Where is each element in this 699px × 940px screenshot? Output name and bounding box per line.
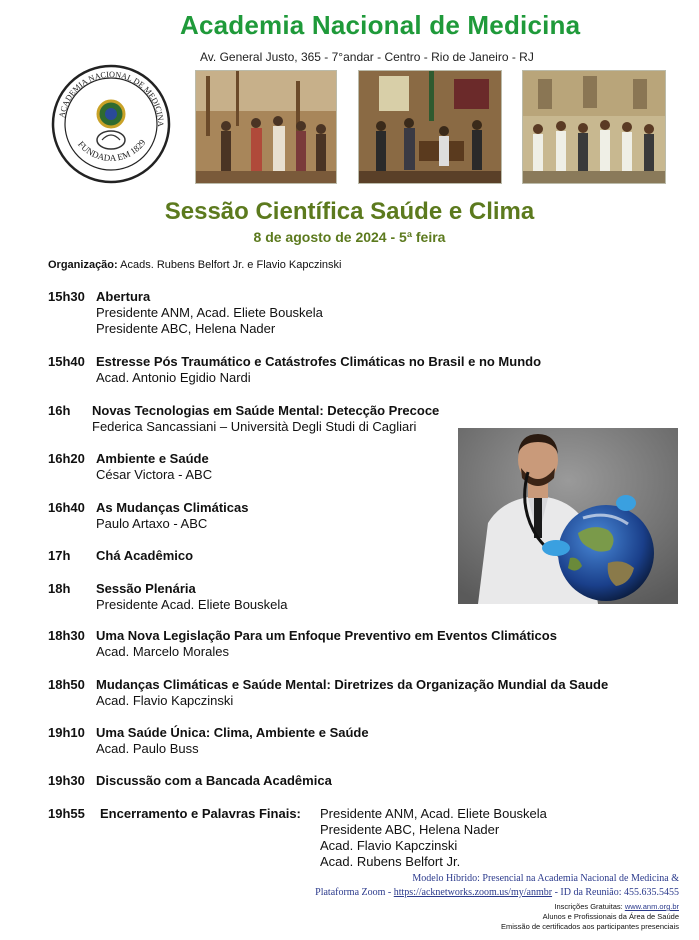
certificates-line: Emissão de certificados aos participantes presenciais [500,922,679,931]
schedule-speaker: Presidente ABC, Helena Nader [320,822,500,837]
hybrid-line-2 [315,886,679,900]
doctor-with-earth-image [458,428,678,604]
zoom-link[interactable]: https://acknetworks.zoom.us/my/anmbr [393,887,553,898]
schedule-speaker: Federica Sancassiani – Università Degli Studi di Cagliari [92,419,417,434]
schedule-time: 16h40 [48,500,85,515]
schedule-speaker: Acad. Flavio Kapczinski [320,838,458,853]
schedule-title: Sessão Plenária [96,581,196,596]
registration-label: Inscrições Gratuitas: [554,902,625,911]
organization-names: Acads. Rubens Belfort Jr. e Flavio Kapczinski [120,259,342,271]
schedule-time: 17h [48,548,71,563]
schedule-time: 18h30 [48,628,85,643]
historical-painting-3 [522,70,666,184]
session-title: Sessão Científica Saúde e Clima [164,198,535,225]
svg-text:ACADEMIA NACIONAL DE MEDICINA: ACADEMIA NACIONAL DE MEDICINA [57,69,166,127]
schedule-time: 15h40 [48,354,85,369]
schedule-title: Mudanças Climáticas e Saúde Mental: Diretrizes da Organização Mundial da Saude [96,677,609,692]
organization-label: Organização: [48,259,118,271]
schedule-speaker: César Victora - ABC [96,467,213,482]
academy-seal-logo [50,62,172,186]
schedule-time: 15h30 [48,289,85,304]
schedule-speaker: Presidente ANM, Acad. Eliete Bouskela [320,806,547,821]
schedule-title: Discussão com a Bancada Acadêmica [96,773,332,788]
registration-line [501,902,679,912]
schedule-time: 19h55 [48,806,85,821]
schedule-speaker: Presidente Acad. Eliete Bouskela [96,597,288,612]
historical-painting-1 [195,70,337,184]
schedule-title: As Mudanças Climáticas [96,500,249,515]
schedule-title: Estresse Pós Traumático e Catástrofes Climáticas no Brasil e no Mundo [96,354,542,369]
schedule-time: 16h20 [48,451,85,466]
schedule-speaker: Acad. Antonio Egidio Nardi [96,370,251,385]
schedule-title: Uma Saúde Única: Clima, Ambiente e Saúde [96,725,369,740]
schedule-speaker: Acad. Paulo Buss [96,741,199,756]
schedule-speaker: Presidente ANM, Acad. Eliete Bouskela [96,305,323,320]
schedule-speaker: Acad. Marcelo Morales [96,644,229,659]
hybrid-model-info [315,872,679,900]
organization-line [48,259,341,271]
schedule-title: Chá Acadêmico [96,548,194,563]
schedule-time: 18h50 [48,677,85,692]
address-line: Av. General Justo, 365 - 7°andar - Centro - Rio de Janeiro - RJ [200,50,534,64]
schedule-title: Abertura [96,289,151,304]
svg-text:FUNDADA EM 1829: FUNDADA EM 1829 [76,137,148,163]
schedule-time: 18h [48,581,71,596]
schedule-speaker: Paulo Artaxo - ABC [96,516,208,531]
historical-painting-2 [358,70,502,184]
schedule-title: Encerramento e Palavras Finais: [100,806,301,821]
schedule-speaker: Presidente ABC, Helena Nader [96,321,276,336]
hybrid-line-1: Modelo Híbrido: Presencial na Academia Nacional de Medicina & [412,873,679,884]
audience-line: Alunos e Profissionais da Área de Saúde [542,912,679,921]
registration-info [501,902,679,932]
schedule-time: 19h10 [48,725,85,740]
schedule-title: Novas Tecnologias em Saúde Mental: Detecção Precoce [92,403,440,418]
session-date: 8 de agosto de 2024 - 5ª feira [253,229,446,245]
schedule-title: Ambiente e Saúde [96,451,209,466]
platform-label: Plataforma Zoom - [315,887,394,898]
schedule-title: Uma Nova Legislação Para um Enfoque Preventivo em Eventos Climáticos [96,628,557,643]
registration-link[interactable]: www.anm.org.br [624,902,679,911]
schedule-speaker: Acad. Rubens Belfort Jr. [320,854,461,869]
schedule-time: 16h [48,403,71,418]
schedule-speaker: Acad. Flavio Kapczinski [96,693,234,708]
page-title: Academia Nacional de Medicina [180,10,581,40]
schedule-time: 19h30 [48,773,85,788]
meeting-id: - ID da Reunião: 455.635.5455 [552,887,679,898]
